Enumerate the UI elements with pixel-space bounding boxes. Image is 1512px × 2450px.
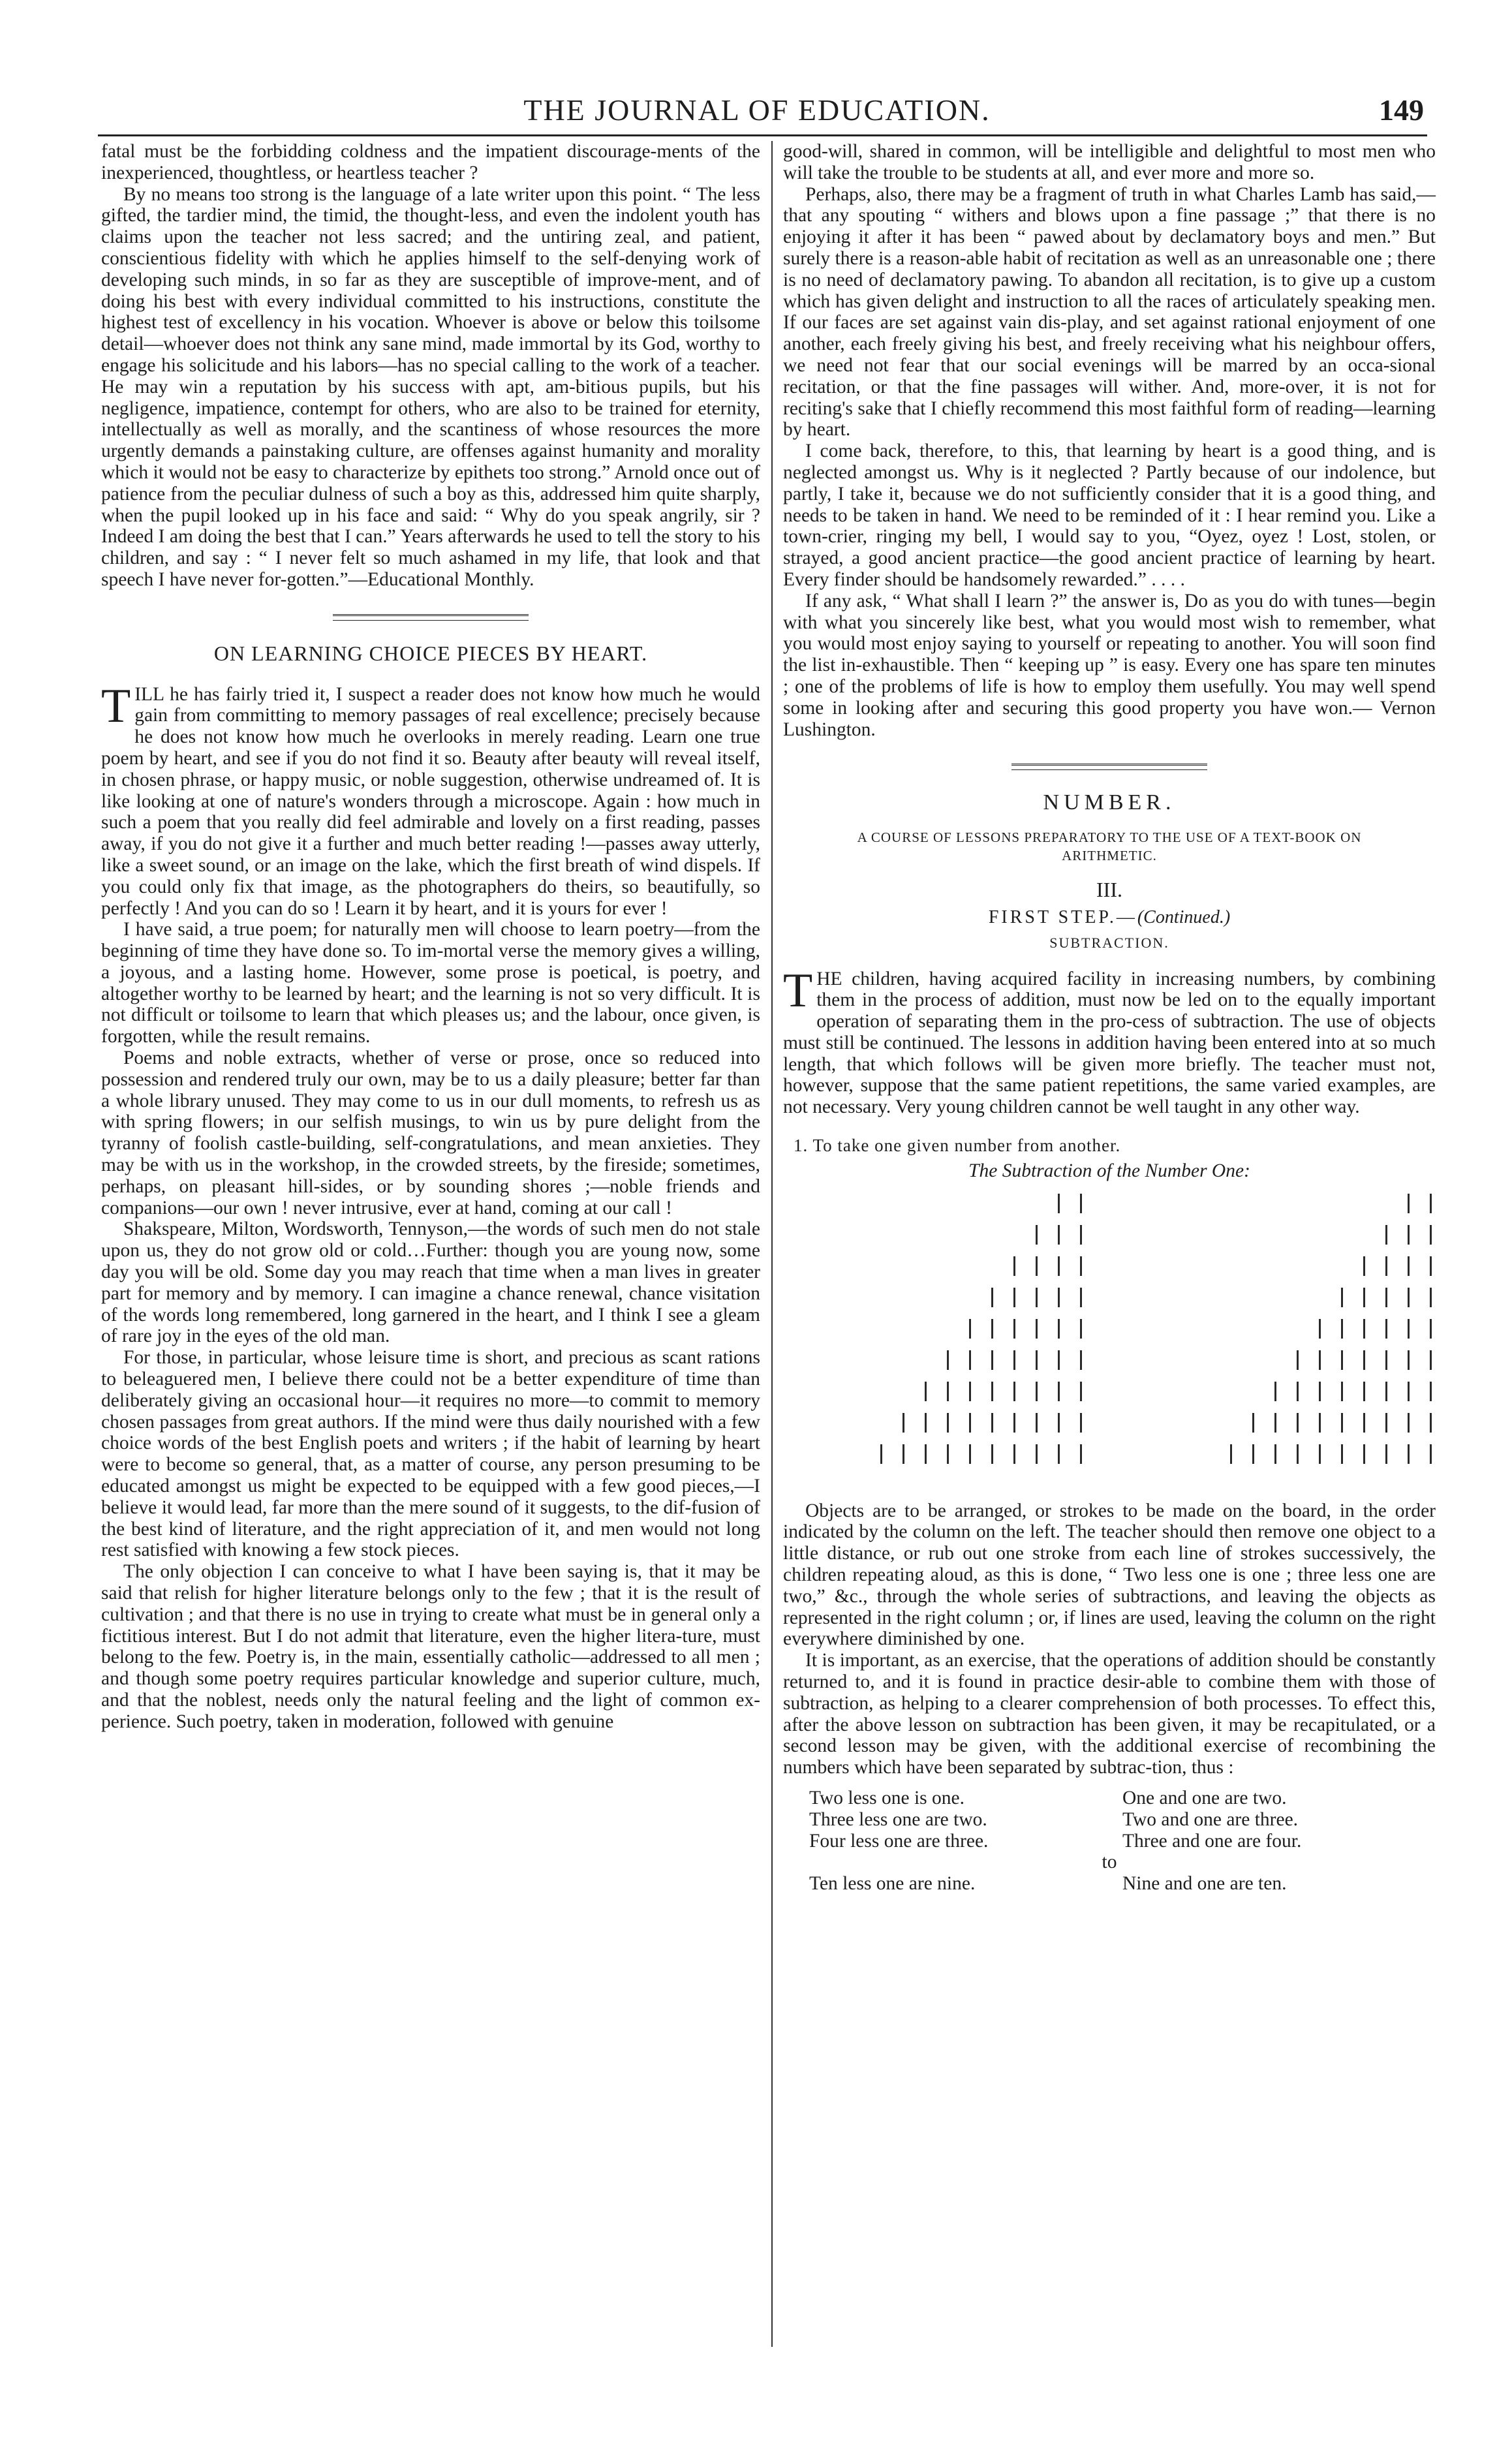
left-stroke <box>1036 1225 1038 1245</box>
article-paragraph: Objects are to be arranged, or strokes to be made on the board, in the order indicated by the column on the left. The teacher should then remove one object to a little distance, or rub out one stroke from each line of strokes successively, the children repeating aloud, as this is done, “ Two less one is one ; three less one are two,” &c., through the whole series of subtractions, and leaving the objects as represented in the right column ; or, if lines are used, leaving the column on the right everywhere diminished by one. <box>783 1500 1436 1650</box>
to-connector: to <box>1102 1852 1117 1873</box>
subtraction-line: Two less one is one. <box>809 1788 965 1809</box>
left-stroke <box>1013 1350 1015 1370</box>
numbered-item: 1. To take one given number from another. <box>794 1136 1121 1156</box>
recombination-last-row <box>809 1873 1436 1895</box>
subtraction-line: Four less one are three. <box>809 1830 989 1852</box>
running-head-title: THE JOURNAL OF EDUCATION. <box>523 93 991 127</box>
left-stroke <box>947 1350 949 1370</box>
right-stroke <box>1363 1350 1365 1370</box>
right-stroke <box>1297 1350 1299 1370</box>
recombination-table <box>809 1788 1436 1852</box>
right-stroke <box>1363 1319 1365 1339</box>
left-stroke <box>925 1444 927 1464</box>
right-stroke <box>1274 1444 1276 1464</box>
left-stroke <box>1080 1288 1082 1307</box>
left-stroke <box>1058 1413 1060 1433</box>
left-stroke <box>991 1444 993 1464</box>
left-stroke <box>969 1382 971 1401</box>
right-stroke <box>1319 1382 1321 1401</box>
left-stroke <box>925 1413 927 1433</box>
left-stroke <box>1080 1319 1082 1339</box>
left-stroke <box>1058 1444 1060 1464</box>
subtraction-line: Ten less one are nine. <box>809 1873 976 1895</box>
right-stroke <box>1297 1444 1299 1464</box>
article-paragraph: Shakspeare, Milton, Wordsworth, Tennyson,—the words of such men do not stale upon us, they do not grow old or cold…Further: though you are young now, some day you will be old. Some day you may reach that time when a man lives in greater part for memory and by memory. I can imagine a chance renewal, chance visitation of the words long remembered, long garnered in the heart, and I think I see a gleam of rare joy in the eyes of the old man. <box>101 1218 760 1347</box>
article-paragraph: Poems and noble extracts, whether of verse or prose, once so reduced into possession and rendered truly our own, may be to us a daily pleasure; better far than a whole library unused. They may come to us in our dull moments, to refresh us as with spring flowers; in our selfish musings, to win us by pure delight from the tyranny of foolish castle-building, self-congratulations, and mean anxieties. They may be with us in the workshop, in the crowded streets, by the fireside; sometimes, perhaps, on pleasant hill-sides, or by sounding shores ;—noble friends and companions—our own ! never intrusive, ever at hand, coming at our call ! <box>101 1047 760 1218</box>
section-divider <box>1011 764 1207 770</box>
right-stroke <box>1408 1382 1410 1401</box>
left-stroke <box>1036 1288 1038 1307</box>
drop-cap: T <box>783 963 813 1017</box>
right-stroke <box>1385 1382 1387 1401</box>
left-stroke <box>991 1413 993 1433</box>
right-stroke <box>1319 1319 1321 1339</box>
figure-caption: The Subtraction of the Number One: <box>968 1160 1250 1181</box>
right-stroke <box>1363 1382 1365 1401</box>
right-stroke <box>1363 1444 1365 1464</box>
left-stroke <box>1013 1444 1015 1464</box>
left-stroke <box>947 1444 949 1464</box>
article-paragraph: If any ask, “ What shall I learn ?” the answer is, Do as you do with tunes—begin with what you sincerely like best, what you would most wish to remember, what you would most enjoy saying to yourself or repeating to another. You will soon find the list in-exhaustible. Then “ keeping up ” is easy. Every one has spare ten minutes ; one of the problems of life is how to employ them usefully. You may well spend some in looking after and securing this good property you have won.— Vernon Lushington. <box>783 590 1436 740</box>
right-stroke <box>1408 1319 1410 1339</box>
page-number: 149 <box>1379 93 1424 127</box>
drop-cap: T <box>101 679 131 733</box>
left-stroke <box>1058 1319 1060 1339</box>
left-stroke <box>1058 1256 1060 1276</box>
right-stroke <box>1408 1194 1410 1213</box>
left-stroke <box>1036 1444 1038 1464</box>
article-paragraph: The only objection I can conceive to what I have been saying is, that it may be said that relish for higher literature belongs only to the few ; that it is the result of cultivation ; and that there is no use in trying to create what must be in general only a fictitious interest. But I do not admit that literature, even the higher litera-ture, must belong to the few. Poetry is, in the main, essentially catholic—addressed to all men ; and though some poetry requires particular knowledge and superior culture, much, and that the noblest, needs only the natural feeling and the light of common ex-perience. Such poetry, taken in moderation, followed with genuine <box>101 1561 760 1732</box>
right-stroke <box>1363 1256 1365 1276</box>
right-stroke <box>1341 1288 1343 1307</box>
left-stroke <box>1036 1319 1038 1339</box>
left-stroke <box>1013 1413 1015 1433</box>
right-stroke <box>1363 1413 1365 1433</box>
left-stroke <box>1058 1382 1060 1401</box>
left-stroke <box>969 1444 971 1464</box>
right-stroke <box>1408 1413 1410 1433</box>
continued-paragraph: fatal must be the forbidding coldness and the impatient discourage-ments of the inexperienced, thoughtless, or heartless teacher ? <box>101 141 760 183</box>
quoted-paragraph: By no means too strong is the language of a late writer upon this point. “ The less gifted, the tardier mind, the timid, the thought-less, and even the indolent youth has claims upon the teacher not less sacred; and the untiring zeal, and patient, conscientious fidelity with which he applies himself to the self-denying work of developing such minds, in so far as they are susceptible of improve-ment, and of doing his best with every individual committed to his instructions, constitute the highest test of excellency in his vocation. Whoever is above or below this toilsome detail—whoever does not think any sane mind, made immortal by its God, worthy to engage his solicitude and his labors—has no special calling to the work of a teacher. He may win a reputation by his success with apt, am-bitious pupils, but his negligence, impatience, contempt for others, who are also to be trained for eternity, intellectually as well as morally, and the scantiness of whose resources the more urgently demands a painstaking culture, are offenses against humanity and morality which it would not be easy to characterize by epithets too strong.” Arnold once out of patience from the peculiar dulness of such a boy as this, addressed him quite sharply, when the pupil looked up in his face and said: “ Why do you speak angrily, sir ? Indeed I am doing the best that I can.” Years afterwards he used to tell the story to his children, and say : “ I never felt so much ashamed in my life, that look and that speech I have never for-gotten.”—Educational Monthly. <box>101 183 760 590</box>
left-stroke <box>925 1382 927 1401</box>
right-stroke <box>1430 1288 1432 1307</box>
right-stroke <box>1408 1350 1410 1370</box>
subtraction-strokes-figure <box>783 1188 1436 1495</box>
right-stroke <box>1385 1444 1387 1464</box>
right-stroke <box>1430 1413 1432 1433</box>
right-stroke <box>1341 1444 1343 1464</box>
right-stroke <box>1341 1350 1343 1370</box>
left-stroke <box>969 1350 971 1370</box>
left-stroke <box>903 1413 904 1433</box>
article-paragraph: I come back, therefore, to this, that learning by heart is a good thing, and is neglected amongst us. Why is it neglected ? Partly because of our indolence, but partly, I take it, because we do not sufficiently consider that it is a good thing, and needs to be taken in hand. We need to be reminded of it : I hear remind you. Like a town-crier, ringing my bell, I would say to you, “Oyez, oyez ! Lost, stolen, or strayed, a good ancient practice—the good ancient practice of learning by heart. Every finder should be handsomely rewarded.” . . . . <box>783 441 1436 590</box>
left-stroke <box>1080 1256 1082 1276</box>
addition-line: Nine and one are ten. <box>1122 1873 1287 1895</box>
subtraction-line: Three less one are two. <box>809 1808 987 1830</box>
left-stroke <box>1080 1350 1082 1370</box>
left-stroke <box>1036 1382 1038 1401</box>
right-stroke <box>1319 1350 1321 1370</box>
header-rule <box>98 134 1427 136</box>
right-stroke <box>1274 1413 1276 1433</box>
right-stroke <box>1252 1444 1254 1464</box>
right-stroke <box>1385 1319 1387 1339</box>
left-stroke <box>903 1444 904 1464</box>
article-title: ON LEARNING CHOICE PIECES BY HEART. <box>213 641 648 665</box>
right-stroke <box>1430 1444 1432 1464</box>
right-stroke <box>1430 1350 1432 1370</box>
step-heading <box>783 907 1436 929</box>
left-stroke <box>1080 1444 1082 1464</box>
right-stroke <box>1430 1256 1432 1276</box>
right-stroke <box>1430 1194 1432 1213</box>
right-stroke <box>1385 1288 1387 1307</box>
left-stroke <box>1058 1225 1060 1245</box>
right-stroke <box>1408 1288 1410 1307</box>
left-stroke <box>1080 1194 1082 1213</box>
left-stroke <box>1013 1382 1015 1401</box>
right-stroke <box>1319 1444 1321 1464</box>
left-stroke <box>880 1444 882 1464</box>
article-paragraph: It is important, as an exercise, that the operations of addition should be constantly returned to, and it is found in practice desir-able to combine them with those of subtraction, as helping to a clearer comprehension of both processes. To effect this, after the above lesson on subtraction has been given, it may be recapitulated, or a second lesson may be given, with the additional exercise of recombining the numbers which have been separated by subtrac-tion, thus : <box>783 1650 1436 1778</box>
right-stroke <box>1408 1225 1410 1245</box>
right-stroke <box>1297 1413 1299 1433</box>
right-stroke <box>1363 1288 1365 1307</box>
step-note: (Continued.) <box>1137 907 1231 927</box>
left-stroke <box>947 1382 949 1401</box>
right-stroke <box>1274 1382 1276 1401</box>
section-intro <box>783 963 1436 1119</box>
right-stroke <box>1341 1413 1343 1433</box>
left-stroke <box>969 1319 971 1339</box>
right-stroke <box>1385 1413 1387 1433</box>
right-stroke <box>1430 1225 1432 1245</box>
left-stroke <box>1058 1350 1060 1370</box>
first-paragraph-text: ILL he has fairly tried it, I suspect a reader does not know how much he would gain from committing to memory passages of real excellence; precisely because he does not know how much he overlooks in merely reading. Learn one true poem by heart, and see if you do not find it so. Beauty after beauty will reveal itself, in chosen phrase, or happy music, or noble suggestion, otherwise undreamed of. It is like looking at one of nature's wonders through a microscope. Again : how much in such a poem that you really did feel admirable and lovely on a first reading, passes away, if you do not give it a further and much better reading !—passes away utterly, like a sweet sound, or an image on the lake, which the first breath of wind dispels. If you could only fix that image, as the photographers do theirs, so beautifully, so perfectly ! And you can do so ! Learn it by heart, and it is yours for ever ! <box>101 683 760 919</box>
right-stroke <box>1385 1256 1387 1276</box>
section-divider <box>333 614 529 621</box>
left-stroke <box>969 1413 971 1433</box>
right-stroke <box>1252 1413 1254 1433</box>
right-stroke <box>1341 1319 1343 1339</box>
subsection-title: SUBTRACTION. <box>1049 934 1169 951</box>
right-stroke <box>1430 1319 1432 1339</box>
column-divider <box>771 141 773 2347</box>
section-subtitle: A COURSE OF LESSONS PREPARATORY TO THE USE OF A TEXT-BOOK ON ARITHMETIC. <box>857 830 1362 864</box>
right-stroke <box>1430 1382 1432 1401</box>
left-stroke <box>1013 1319 1015 1339</box>
right-stroke <box>1341 1382 1343 1401</box>
left-stroke <box>1036 1413 1038 1433</box>
right-stroke <box>1385 1350 1387 1370</box>
left-stroke <box>1080 1225 1082 1245</box>
article-first-paragraph <box>101 679 760 920</box>
left-stroke <box>1080 1382 1082 1401</box>
addition-line: One and one are two. <box>1122 1788 1287 1809</box>
left-stroke <box>991 1350 993 1370</box>
article-paragraph: For those, in particular, whose leisure time is short, and precious as scant rations to beleaguered men, I believe there could not be a better expenditure of time than deliberately giving an occasional hour—it requires no more—to commit to memory chosen passages from great authors. If the mind were thus daily nourished with a few choice words of the best English poets and writers ; if the habit of learning by heart were to become so general, that, as a matter of course, any person presuming to be educated amongst us might be expected to be equipped with a few good pieces,—I believe it would lead, far more than the mere sound of it suggests, to the dif-fusion of the best kind of literature, and the right appreciation of it, and men would not long rest satisfied with knowing a few stock pieces. <box>101 1347 760 1561</box>
left-stroke <box>947 1413 949 1433</box>
section-intro-text: HE children, having acquired facility in increasing numbers, by combining them in the process of addition, must now be led on to the equally important operation of separating them in the pro-cess of subtraction. The use of objects must still be continued. The lessons in addition having been entered into at so much length, that which follows will be given more briefly. The teacher must not, however, suppose that the same patient repetitions, the same varied examples, are not necessary. Very young children cannot be well taught in any other way. <box>783 968 1436 1118</box>
addition-line: Three and one are four. <box>1122 1830 1302 1852</box>
step-label: FIRST STEP.— <box>988 907 1137 927</box>
article-paragraph: Perhaps, also, there may be a fragment of truth in what Charles Lamb has said,—that any spouting “ withers and blows upon a fine passage ;” that there is no enjoying it after it has been “ pawed about by declamatory boys and men.” But surely there is a reason-able habit of recitation as well as an unreasonable one ; there is no need of declamatory pawing. To abandon all recitation, is to give up a custom which has given delight and instruction to all the races of articulately speaking men. If our faces are set against vain dis-play, and set against rational enjoyment of one another, each freely giving his best, and freely receiving what his neighbour offers, we need not fear that our social evenings will be marred by an occa-sional recitation, or that the fine passages will wither. And, more-over, it is not for reciting's sake that I chiefly recommend this most faithful form of reading—learning by heart. <box>783 183 1436 441</box>
left-stroke <box>1013 1288 1015 1307</box>
right-stroke <box>1408 1444 1410 1464</box>
continued-paragraph: good-will, shared in common, will be intelligible and delightful to most men who will take the trouble to be students at all, and ever more and more so. <box>783 141 1436 183</box>
left-stroke <box>1036 1350 1038 1370</box>
left-stroke <box>1036 1256 1038 1276</box>
left-stroke <box>991 1288 993 1307</box>
addition-line: Two and one are three. <box>1122 1808 1299 1830</box>
left-stroke <box>1013 1256 1015 1276</box>
left-stroke <box>1080 1413 1082 1433</box>
right-column <box>783 141 1436 1895</box>
left-stroke <box>1058 1288 1060 1307</box>
right-stroke <box>1408 1256 1410 1276</box>
right-stroke <box>1230 1444 1232 1464</box>
left-stroke <box>991 1382 993 1401</box>
left-stroke <box>1058 1194 1060 1213</box>
left-stroke <box>991 1319 993 1339</box>
right-stroke <box>1319 1413 1321 1433</box>
right-stroke <box>1297 1382 1299 1401</box>
lesson-number: III. <box>1096 878 1122 902</box>
section-title: NUMBER. <box>1043 790 1176 815</box>
left-column <box>101 141 760 1733</box>
article-paragraph: I have said, a true poem; for naturally men will choose to learn poetry—from the beginning of time they have done so. To im-mortal verse the memory gives a willing, a joyous, and a lasting home. However, some prose is poetical, is poetry, and altogether worthy to be learned by heart; and the learning is not so very difficult. It is not difficult or toilsome to learn that which pleases us; and the labour, once given, is forgotten, while the result remains. <box>101 919 760 1047</box>
right-stroke <box>1385 1225 1387 1245</box>
